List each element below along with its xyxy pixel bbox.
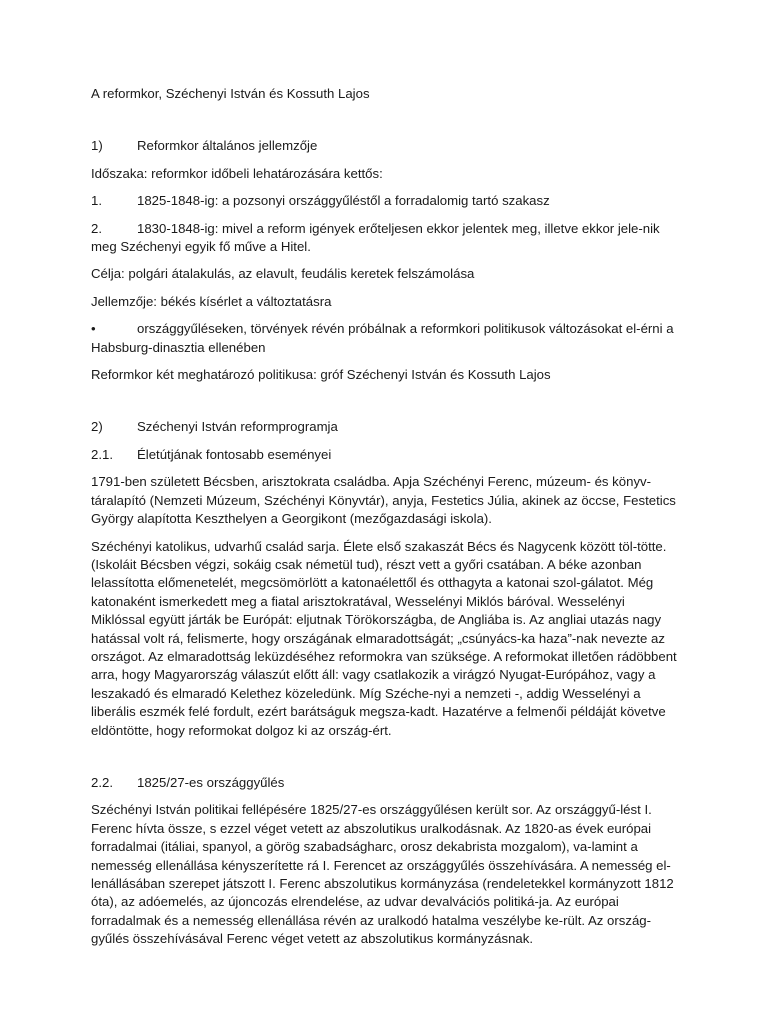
bullet-item [91,320,681,357]
period-item-2-number: 2. [91,220,102,236]
section-1-title: Reformkor általános jellemzője [137,138,318,154]
feature-text: Jellemzője: békés kísérlet a változtatásra [91,293,332,309]
period-item-1-text: 1825-1848-ig: a pozsonyi országgyűléstől a forradalomig tartó szakasz [137,193,550,209]
period-intro: Időszaka: reformkor időbeli lehatározására kettős: [91,165,383,181]
biography-paragraph-1: 1791-ben született Bécsben, arisztokrata családba. Apja Széchényi Ferenc, múzeum- és könyv-táralapító (Nemzeti Múzeum, Széchényi Könyvtár), anyja, Festetics Júlia, akinek az öccse, Festetics György alapította Keszthelyen a Georgikont (mezőgazdasági iskola). [91,474,676,527]
biography-paragraph-2: Széchényi katolikus, udvarhű család sarja. Élete első szakaszát Bécs és Nagycenk között töl-tötte. (Iskoláit Bécsben végzi, sokáig csak németül tud), részt vett a győri csatában. A béke azonban lelassította előmenetelét, megcsömörlött a katonaélettől és otthagyta a katonai szol-gálatot. Még katonaként ismerkedett meg a fiatal arisztokratával, Wesselényi Miklós báróval. Wesselényi Miklóssal együtt járták be Európát: eljutnak Törökországba, de Angliába is. Az angliai utazás nagy hatással volt rá, felismerte, hogy országának elmaradottságát; „csúnyács-ka haza”-nak nevezte az országot. Az elmaradottság leküzdéséhez reformokra van szüksége. A reformokat illetően rádöbbent arra, hogy Magyarország válaszút előtt áll: vagy csatlakozik a virágzó Nyugat-Európához, vagy a leszakadó és elmaradó Kelethez közeledünk. Míg Széche-nyi a nemzeti -, addig Wesselényi a liberális eszmék felé fordult, ezért barátságuk megsza-kadt. Hazatérve a felmenői példáját követve eldöntötte, hogy reformokat dolgoz ki az ország-ért. [91,538,677,738]
period-item-1 [91,192,681,210]
section-1-heading [91,137,681,155]
goal-text: Célja: polgári átalakulás, az elavult, feudális keretek felszámolása [91,266,475,282]
subsection-2-2-number: 2.2. [91,774,113,790]
subsection-2-2-title: 1825/27-es országgyűlés [137,774,285,790]
bullet-text: országgyűléseken, törvények révén próbálnak a reformkori politikusok változásokat el-érni a Habsburg-dinasztia ellenében [91,321,674,355]
bullet-symbol: • [91,321,96,337]
politicians-text: Reformkor két meghatározó politikusa: gróf Széchenyi István és Kossuth Lajos [91,367,551,383]
section-1-number: 1) [91,138,103,154]
period-item-1-number: 1. [91,193,102,209]
period-item-2-text: 1830-1848-ig: mivel a reform igények erőteljesen ekkor jelentek meg, illetve ekkor jele-nik meg Széchenyi egyik fő műve a Hitel. [91,220,660,255]
diet-paragraph: Széchényi István politikai fellépésére 1825/27-es országgyűlésen került sor. Az országgyű-lést I. Ferenc hívta össze, s ezzel véget vetett az abszolutikus uralkodásnak. Az 1820-as évek európai forradalmai (itáliai, spanyol, a görög szabadságharc, orosz dekabrista mozgalom), va-lamint a nemesség ellenállása kényszerítette rá I. Ferencet az országgyűlés összehívására. A nemesség el-lenállásában szerepet játszott I. Ferenc abszolutikus kormányzása (rendeletekkel kormányzott 1812 óta), az adóemelés, az újoncozás elrendelése, az udvar devalvációs politiká-ja. Az európai forradalmak és a nemesség ellenállása révén az uralkodó hatalma veszélybe ke-rült. Az ország-gyűlés összehívásával Ferenc véget vetett az abszolutikus kormányzásnak. [91,802,674,947]
section-2-heading [91,418,681,436]
subsection-2-1-heading [91,446,681,464]
section-2-number: 2) [91,419,103,435]
document-title: A reformkor, Széchenyi István és Kossuth Lajos [91,86,370,101]
section-2-title: Széchenyi István reformprogramja [137,419,338,435]
document-page [91,85,681,958]
subsection-2-1-title: Életútjának fontosabb eseményei [137,446,332,462]
subsection-2-1-number: 2.1. [91,446,113,462]
period-item-2 [91,220,681,257]
subsection-2-2-heading [91,774,681,792]
